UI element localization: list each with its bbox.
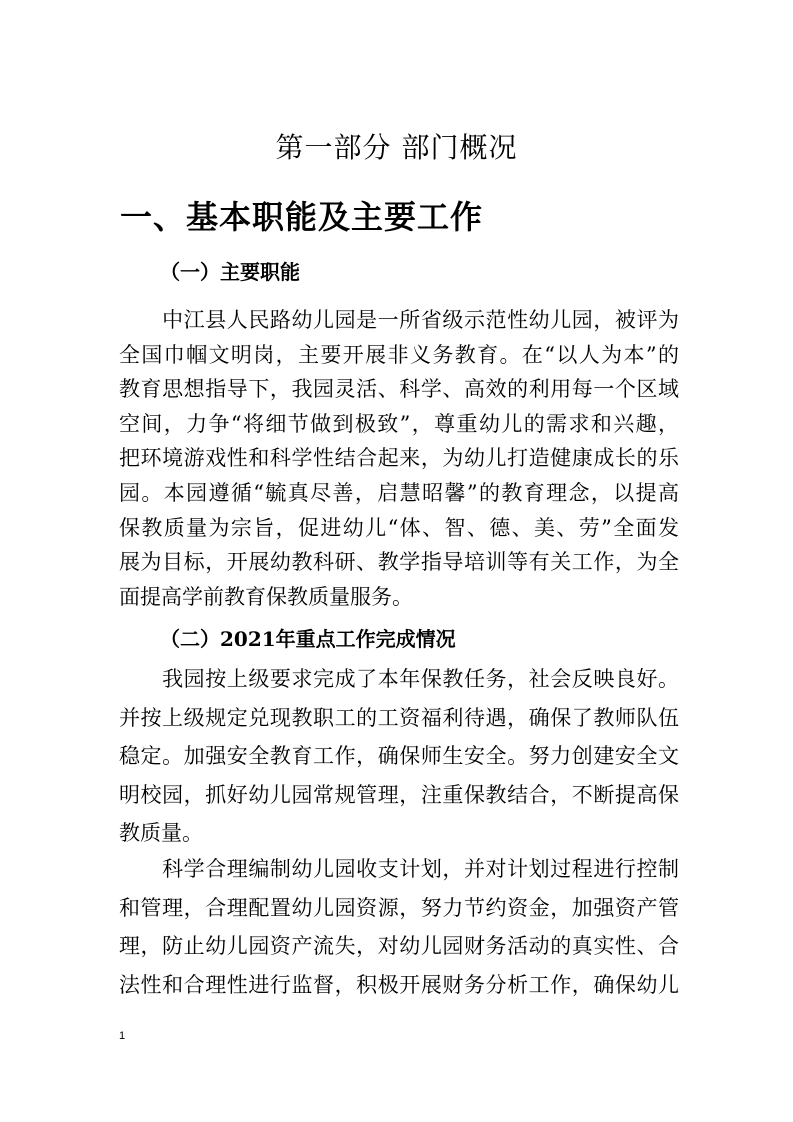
text-line: 空间，力争“将细节做到极致”，尊重幼儿的需求和兴趣， <box>119 411 679 436</box>
part-title: 第一部分 部门概况 <box>275 131 518 164</box>
page-number: 1 <box>119 1030 126 1042</box>
text-line: 面提高学前教育保教质量服务。 <box>119 584 413 609</box>
text-line: 中江县人民路幼儿园是一所省级示范性幼儿园，被评为 <box>119 308 679 332</box>
text-line: 并按上级规定兑现教职工的工资福利待遇，确保了教师队伍 <box>119 705 679 730</box>
text-line: 理，防止幼儿园资产流失，对幼儿园财务活动的真实性、合 <box>119 934 679 958</box>
text-line: 科学合理编制幼儿园收支计划，并对计划过程进行控制 <box>119 857 679 881</box>
paragraph-main-functions <box>119 303 679 614</box>
text-line: 教育思想指导下，我园灵活、科学、高效的利用每一个区域 <box>119 377 679 402</box>
text-line: 教质量。 <box>119 821 203 845</box>
paragraph-financial-management <box>119 850 679 1004</box>
text-line: 明校园，抓好幼儿园常规管理，注重保教结合，不断提高保 <box>119 782 679 807</box>
text-line: 保教质量为宗旨，促进幼儿“体、智、德、美、劳”全面发 <box>119 515 679 540</box>
text-line: 稳定。加强安全教育工作，确保师生安全。努力创建安全文 <box>119 744 679 768</box>
text-line: 把环境游戏性和科学性结合起来，为幼儿打造健康成长的乐 <box>119 446 679 471</box>
text-line: 和管理，合理配置幼儿园资源，努力节约资金，加强资产管 <box>119 895 679 920</box>
section-title: 一、基本职能及主要工作 <box>120 198 484 236</box>
text-line: 我园按上级要求完成了本年保教任务，社会反映良好。 <box>119 667 679 691</box>
paragraph-work-completion <box>119 660 679 853</box>
text-line: 展为目标，开展幼教科研、教学指导培训等有关工作，为全 <box>119 550 679 575</box>
text-line: 法性和合理性进行监督，积极开展财务分析工作，确保幼儿 <box>119 972 679 997</box>
text-line: 全国巾帼文明岗，主要开展非义务教育。在“以人为本”的 <box>119 342 679 367</box>
text-line: 园。本园遵循“毓真尽善，启慧昭馨”的教育理念，以提高 <box>119 480 679 505</box>
subsection-title-2021-work: （二）2021年重点工作完成情况 <box>160 627 456 651</box>
subsection-title-functions: （一）主要职能 <box>160 260 300 284</box>
